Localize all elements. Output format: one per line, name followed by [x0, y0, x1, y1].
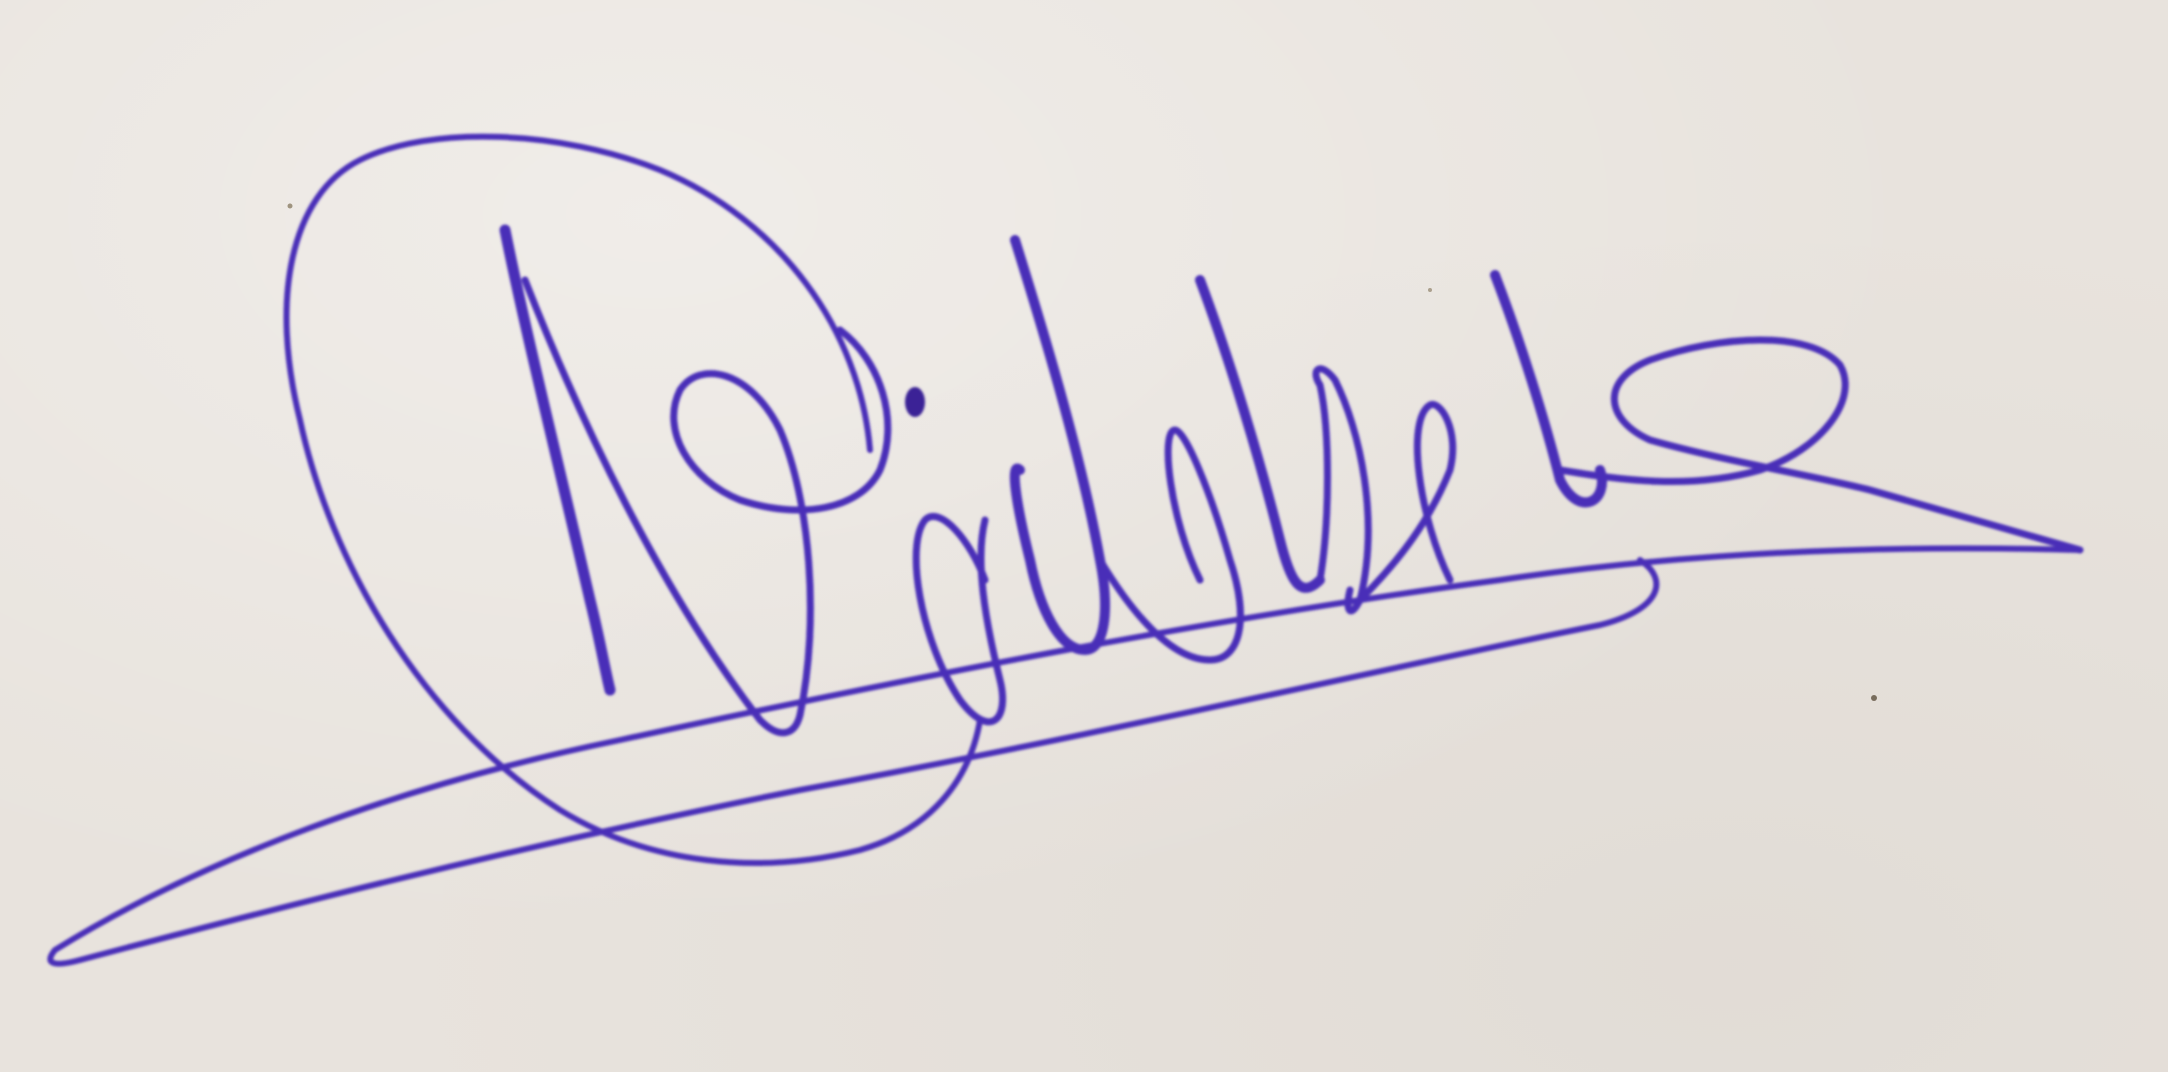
signature-h-hump [1316, 369, 1368, 611]
signature-l-stroke-2 [1200, 280, 1320, 588]
paper-speck-3 [1871, 695, 1877, 701]
paper-speck-1 [288, 204, 293, 209]
signature-end-loop [1560, 340, 2080, 550]
signature-underline-lower [50, 560, 1656, 964]
signature-big-loop [287, 137, 981, 863]
signature-small-loop [1360, 404, 1453, 600]
signature-dot [905, 387, 925, 417]
signature-l-stroke-1 [1015, 240, 1105, 650]
signature-downstroke [505, 230, 610, 690]
signature-l-stroke-3 [1495, 275, 1602, 502]
signature-strokes [50, 137, 2080, 964]
paper-speck-2 [1428, 288, 1432, 292]
signature-descender-loop [916, 516, 1002, 721]
